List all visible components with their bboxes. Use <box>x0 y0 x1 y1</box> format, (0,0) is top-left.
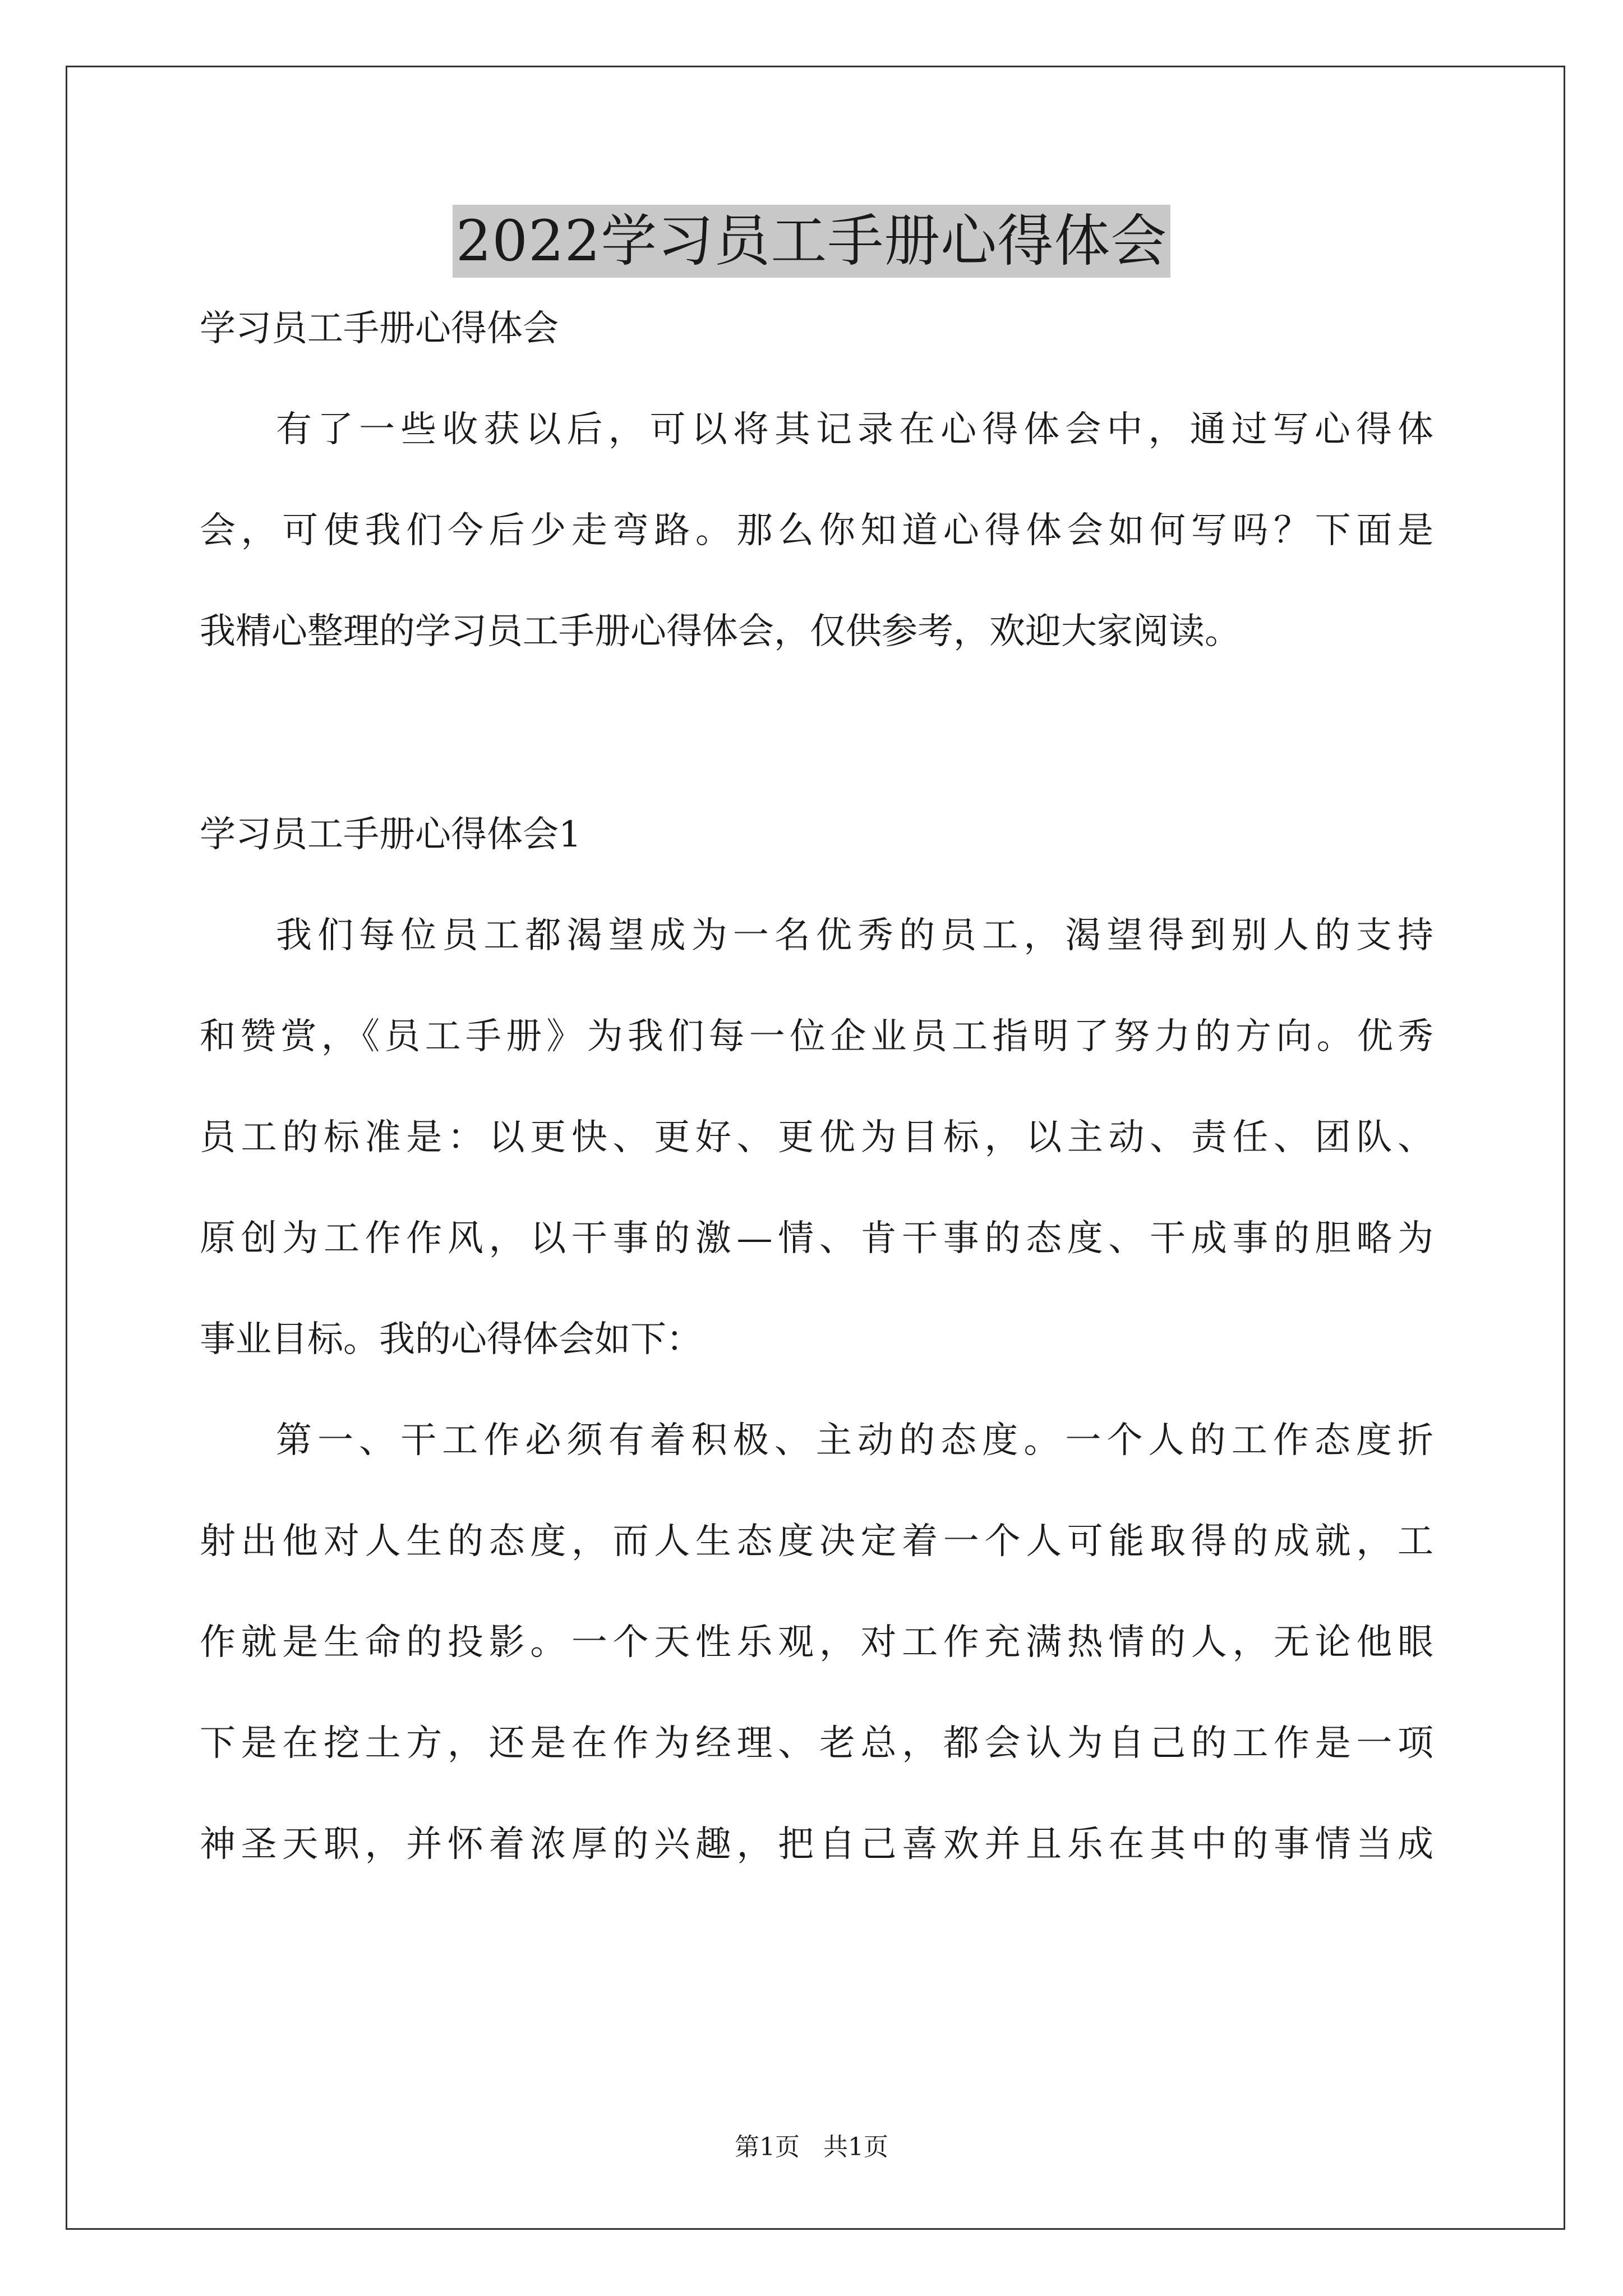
paragraph-line: 原创为工作作风，以干事的激—情、肯干事的态度、干成事的胆略为 <box>200 1218 1433 1259</box>
intro-paragraph <box>200 404 1433 657</box>
title-container <box>0 205 1623 278</box>
paragraph-line: 神圣天职，并怀着浓厚的兴趣，把自己喜欢并且乐在其中的事情当成 <box>200 1824 1433 1865</box>
paragraph-line: 我精心整理的学习员工手册心得体会，仅供参考，欢迎大家阅读。 <box>200 611 1241 652</box>
section-heading: 学习员工手册心得体会1 <box>200 814 582 855</box>
paragraph-line: 我们每位员工都渴望成为一名优秀的员工，渴望得到别人的支持 <box>276 915 1433 956</box>
page-footer <box>0 2132 1623 2163</box>
page-number: 第1页 <box>735 2133 800 2161</box>
intro-heading: 学习员工手册心得体会 <box>200 308 559 349</box>
paragraph-line: 射出他对人生的态度，而人生态度决定着一个人可能取得的成就，工 <box>200 1521 1433 1562</box>
paragraph-line: 事业目标。我的心得体会如下： <box>200 1319 702 1360</box>
paragraph-line: 有了一些收获以后，可以将其记录在心得体会中，通过写心得体 <box>276 409 1433 450</box>
document-body <box>200 303 1433 1920</box>
document-title: 2022学习员工手册心得体会 <box>453 205 1171 278</box>
paragraph-line: 第一、干工作必须有着积极、主动的态度。一个人的工作态度折 <box>276 1420 1433 1461</box>
page-total: 共1页 <box>823 2133 888 2161</box>
paragraph-line: 下是在挖土方，还是在作为经理、老总，都会认为自己的工作是一项 <box>200 1723 1433 1764</box>
paragraph-line: 会，可使我们今后少走弯路。那么你知道心得体会如何写吗？下面是 <box>200 510 1433 551</box>
paragraph-line: 作就是生命的投影。一个天性乐观，对工作充满热情的人，无论他眼 <box>200 1622 1433 1663</box>
section1-paragraph-1 <box>200 910 1433 1365</box>
paragraph-line: 和赞赏，《员工手册》为我们每一位企业员工指明了努力的方向。优秀 <box>200 1016 1433 1057</box>
paragraph-line: 员工的标准是：以更快、更好、更优为目标，以主动、责任、团队、 <box>200 1117 1433 1158</box>
section1-paragraph-2 <box>200 1415 1433 1870</box>
